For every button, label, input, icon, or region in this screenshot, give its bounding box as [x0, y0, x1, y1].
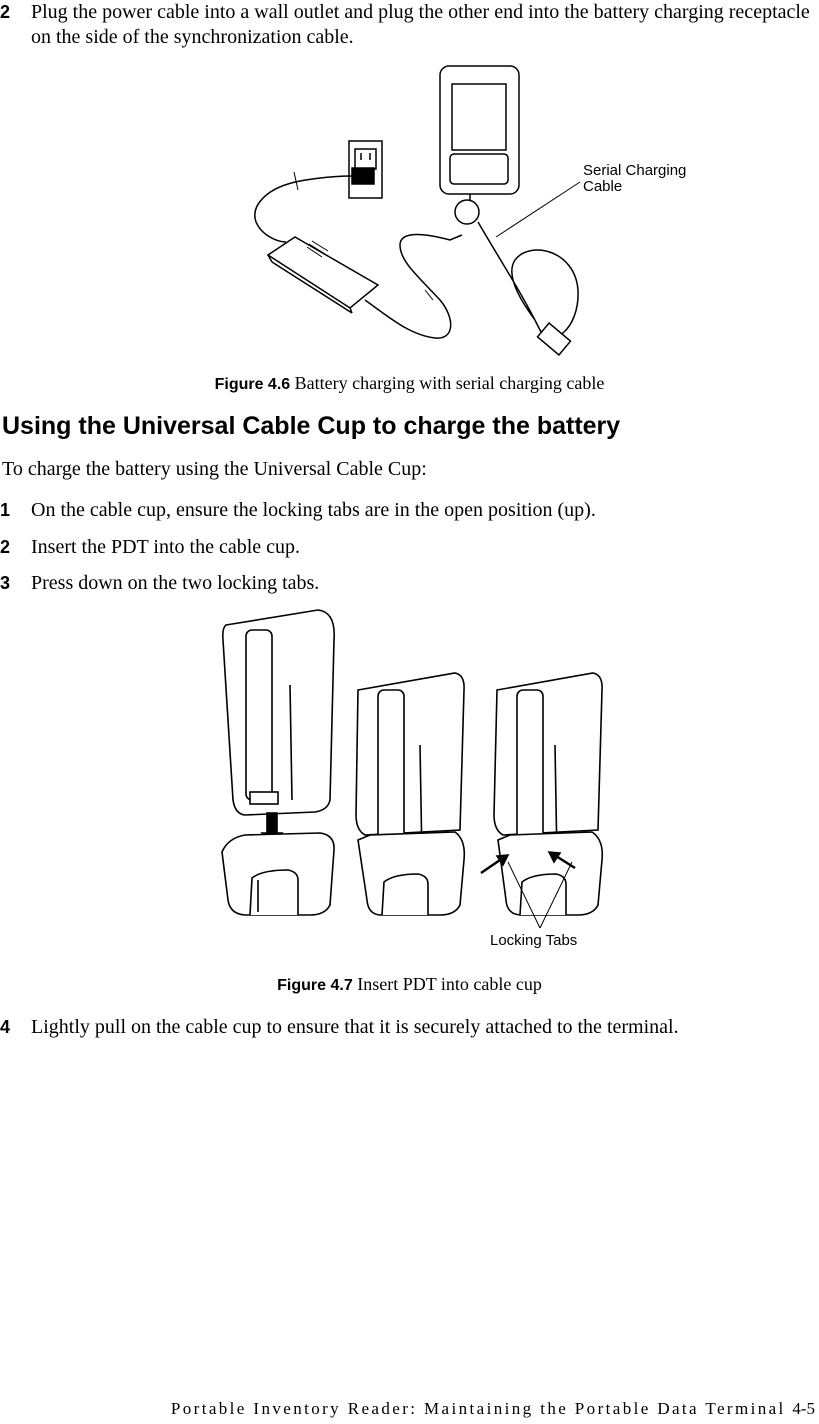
figure-label: Figure 4.6 [214, 376, 291, 393]
step-text: Lightly pull on the cable cup to ensure that it is securely attached to the terminal. [31, 1016, 679, 1038]
section-heading: Using the Universal Cable Cup to charge the battery [2, 412, 621, 440]
figure-4-6-caption [0, 373, 819, 394]
step-text: On the cable cup, ensure the locking tabs are in the open position (up). [31, 499, 596, 521]
step-text: Press down on the two locking tabs. [31, 572, 320, 594]
callout-cable: Cable [583, 178, 623, 195]
pdt-right [494, 673, 602, 835]
step-number: 3 [0, 573, 11, 593]
page-footer [171, 1399, 815, 1419]
callout-serial-charging: Serial Charging [583, 162, 687, 179]
step-number: 2 [0, 537, 11, 557]
figure-4-7-caption [0, 974, 819, 995]
callout-locking-tabs: Locking Tabs [490, 932, 578, 949]
footer-title: Portable Inventory Reader: Maintaining the Portable Data Terminal [170, 1399, 786, 1418]
step-number: 4 [0, 1017, 11, 1037]
figure-caption-text: Insert PDT into cable cup [357, 974, 542, 994]
step-text: Plug the power cable into a wall outlet and plug the other end into the battery charging receptacle on the side of the synchronization cable. [31, 1, 810, 48]
step-number: 1 [0, 500, 11, 520]
figure-label: Figure 4.7 [277, 977, 353, 994]
step-text: Insert the PDT into the cable cup. [31, 536, 301, 558]
figure-4-6-illustration [240, 60, 710, 360]
pdt-middle [356, 673, 464, 835]
figure-caption-text: Battery charging with serial charging cable [294, 373, 605, 393]
pdt-left [223, 610, 334, 815]
figure-4-7-illustration [215, 605, 610, 950]
step-number: 2 [0, 2, 11, 22]
section-intro: To charge the battery using the Universal Cable Cup: [2, 458, 427, 480]
page-number: 4-5 [792, 1399, 815, 1418]
